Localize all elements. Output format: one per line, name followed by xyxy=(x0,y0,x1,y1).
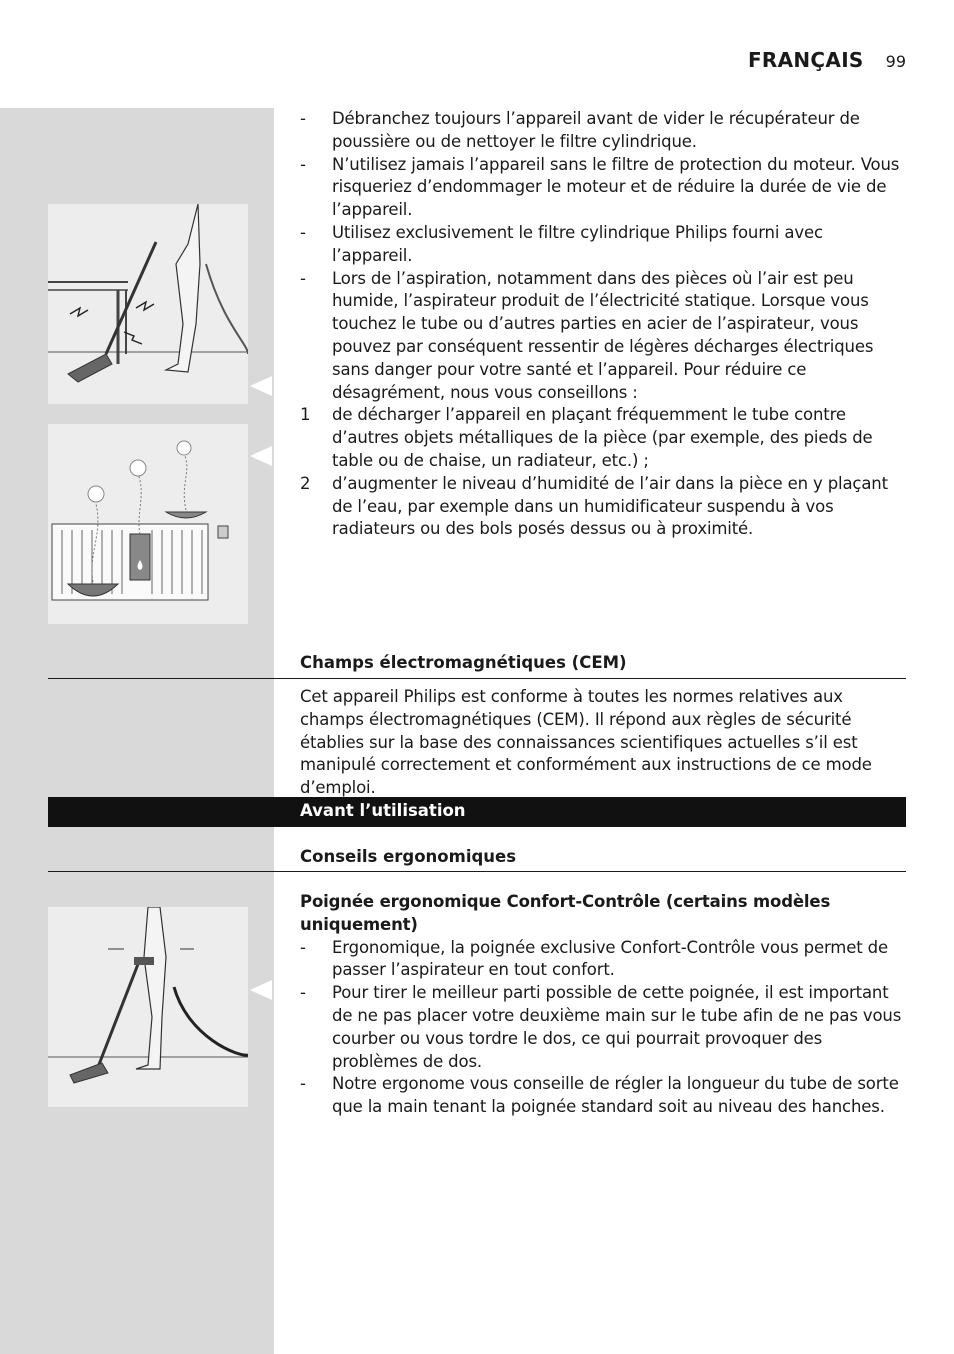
page-header xyxy=(748,48,906,72)
ergonomics-subheading: Poignée ergonomique Confort-Contrôle (certains modèles uniquement) xyxy=(300,892,831,934)
cem-heading: Champs électromagnétiques (CEM) xyxy=(300,653,627,672)
list-item xyxy=(300,473,908,541)
radiator-humidifier-icon xyxy=(48,424,248,624)
list-text: d’augmenter le niveau d’humidité de l’air dans la pièce en y plaçant de l’eau, par exemple dans un humidificateur suspendu à vos radiateurs ou des bols posés dessus ou à proximité. xyxy=(332,473,888,539)
list-item xyxy=(300,268,908,405)
list-marker: 1 xyxy=(300,405,311,425)
ergonomics-heading: Conseils ergonomiques xyxy=(300,847,517,866)
list-text: Pour tirer le meilleur parti possible de cette poignée, il est important de ne pas placer votre deuxième main sur le tube afin de ne pas vous courber ou vous tordre le dos, ce qui pourrait provoquer des problèmes de dos. xyxy=(332,983,902,1071)
section-title: Avant l’utilisation xyxy=(300,801,466,820)
list-item xyxy=(300,1073,908,1119)
list-marker: 2 xyxy=(300,473,311,493)
list-marker: - xyxy=(300,983,306,1003)
ergonomics-content xyxy=(300,891,908,1119)
list-marker: - xyxy=(300,109,306,128)
section-rule xyxy=(48,678,906,679)
cem-body: Cet appareil Philips est conforme à toutes les normes relatives aux champs électromagnétiques (CEM). Il répond aux règles de sécurité établies sur la base des connaissances scientifiques actuelles s’il est manipulé correctement et conformément aux instructions de ce mode d’emploi. xyxy=(300,687,872,798)
page-number: 99 xyxy=(885,52,906,71)
humidifier-illustration xyxy=(48,424,248,624)
list-text: de décharger l’appareil en plaçant fréquemment le tube contre d’autres objets métalliques de la pièce (par exemple, des pieds de table ou de chaise, un radiateur, etc.) ; xyxy=(332,405,873,470)
language-label: FRANÇAIS xyxy=(747,48,864,72)
list-item xyxy=(300,154,908,222)
list-text: Utilisez exclusivement le filtre cylindrique Philips fourni avec l’appareil. xyxy=(332,222,823,265)
list-marker: - xyxy=(300,268,306,288)
list-item xyxy=(300,108,908,154)
figure-pointer xyxy=(250,446,272,466)
section-bar xyxy=(48,797,906,827)
figure-pointer xyxy=(250,376,272,396)
list-item xyxy=(300,404,908,472)
list-text: Débranchez toujours l’appareil avant de vider le récupérateur de poussière ou de nettoyer le filtre cylindrique. xyxy=(332,109,860,151)
section-rule xyxy=(48,871,906,872)
vacuum-posture-icon xyxy=(48,907,248,1107)
ergonomic-handle-illustration xyxy=(48,907,248,1107)
list-marker: - xyxy=(300,937,306,957)
list-text: Lors de l’aspiration, notamment dans des pièces où l’air est peu humide, l’aspirateur produit de l’électricité statique. Lorsque vous touchez le tube ou d’autres parties en acier de l’aspirateur, vous pouvez par conséquent ressentir de légères décharges électriques sans danger pour votre santé et l’appareil. Pour réduire ce désagrément, nous vous conseillons : xyxy=(332,268,874,402)
warning-list xyxy=(300,108,908,541)
list-marker: - xyxy=(300,154,306,174)
list-text: N’utilisez jamais l’appareil sans le filtre de protection du moteur. Vous risqueriez d’endommager le moteur et de réduire la durée de vie de l’appareil. xyxy=(332,154,900,220)
list-text: Ergonomique, la poignée exclusive Confort-Contrôle vous permet de passer l’aspirateur en tout confort. xyxy=(332,937,888,980)
vacuum-static-icon xyxy=(48,204,248,404)
static-electricity-illustration xyxy=(48,204,248,404)
list-item xyxy=(300,222,908,268)
figure-pointer xyxy=(250,980,272,1000)
list-marker: - xyxy=(300,222,306,242)
list-item xyxy=(300,937,908,983)
list-item xyxy=(300,982,908,1073)
list-text: Notre ergonome vous conseille de régler la longueur du tube de sorte que la main tenant la poignée standard soit au niveau des hanches. xyxy=(332,1074,899,1117)
list-marker: - xyxy=(300,1074,306,1094)
